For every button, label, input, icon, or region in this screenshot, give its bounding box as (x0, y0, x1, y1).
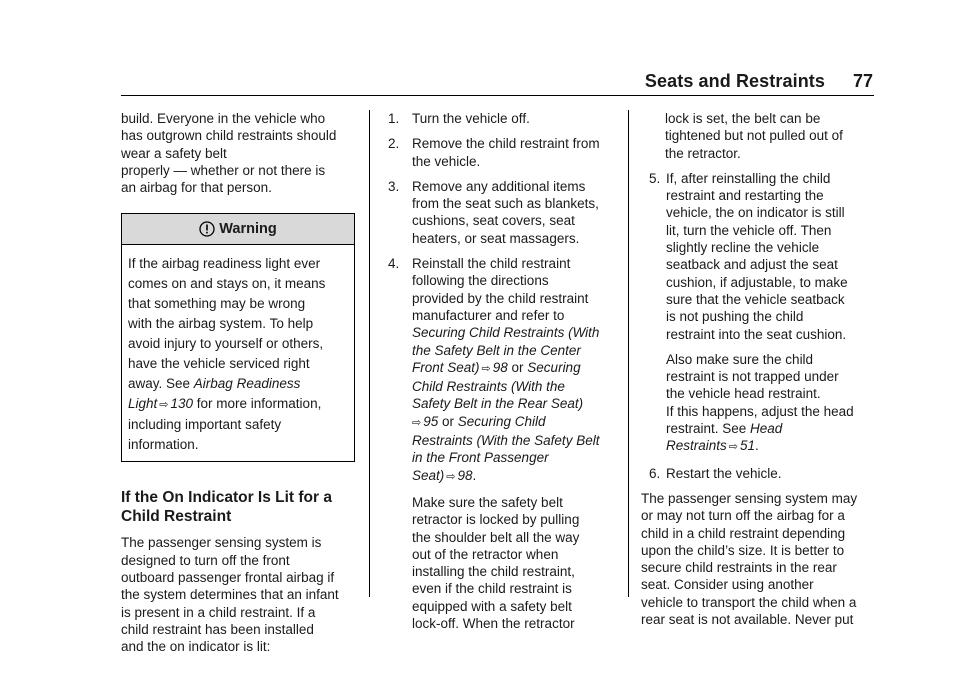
step-text: Restart the vehicle. (666, 465, 782, 481)
warning-box (121, 213, 355, 462)
xref-arrow-icon: ⇨ (412, 416, 422, 429)
cross-reference-link[interactable]: Securing Child (457, 413, 546, 429)
text-line: avoid injury to yourself or others, (128, 336, 324, 352)
text-line: including important safety (128, 417, 282, 433)
body-paragraph (121, 534, 357, 655)
text-line: vehicle, the on indicator is still (666, 205, 845, 221)
step-3 (388, 178, 618, 247)
text-line (412, 467, 599, 486)
text-line: or may not turn off the airbag for a (641, 508, 845, 524)
column-divider (628, 110, 629, 597)
text-line: tightened but not pulled out of (665, 128, 843, 144)
cross-reference-link[interactable]: Front Seat) (412, 359, 480, 375)
text-line: manufacturer and refer to (412, 307, 565, 323)
text-line: heaters, or seat massagers. (412, 230, 580, 246)
text-line (666, 420, 854, 437)
column-3 (641, 110, 877, 628)
text-line: following the directions (412, 273, 549, 289)
warning-icon (199, 221, 215, 237)
cross-reference-link[interactable]: Light (128, 396, 158, 412)
xref-arrow-icon: ⇨ (481, 362, 491, 375)
step-text: Turn the vehicle off. (412, 111, 530, 126)
section-heading (121, 488, 357, 526)
text-line: the shoulder belt all the way (412, 529, 580, 545)
step-text (412, 135, 600, 170)
text-line: Make sure the safety belt (412, 494, 563, 510)
text-line: seat. Consider using another (641, 577, 814, 593)
text-line: and the on indicator is lit: (121, 639, 271, 655)
text-line: outboard passenger frontal airbag if (121, 570, 335, 586)
text-line: seatback and adjust the seat (666, 257, 838, 273)
text-line: the vehicle head restraint. (666, 386, 821, 402)
text-line: lit, turn the vehicle off. Then (666, 222, 832, 238)
heading-line: Child Restraint (121, 508, 232, 526)
page-reference[interactable]: 98 (457, 467, 473, 483)
cross-reference-link[interactable]: Securing (527, 359, 581, 375)
text-fragment: away. See (128, 376, 194, 392)
cross-reference-link[interactable]: in the Front Passenger (412, 450, 549, 466)
text-line: even if the child restraint is (412, 581, 572, 597)
text-line: comes on and stays on, it means (128, 276, 326, 292)
continued-paragraph (641, 110, 877, 162)
text-line: equipped with a safety belt (412, 598, 572, 614)
text-line: provided by the child restraint (412, 290, 589, 306)
text-line: cushions, seat covers, seat (412, 213, 575, 229)
text-line: is not pushing the child (666, 309, 804, 325)
cross-reference-link[interactable]: Securing Child Restraints (With (412, 325, 600, 341)
step-2 (388, 135, 618, 170)
page-reference[interactable]: 98 (492, 359, 508, 375)
page-reference[interactable]: 51 (740, 438, 756, 454)
text-line: sure that the vehicle seatback (666, 291, 845, 307)
step-number: 6. (649, 465, 661, 481)
step-number: 1. (388, 111, 400, 126)
xref-arrow-icon: ⇨ (159, 399, 169, 412)
text-line (412, 359, 599, 378)
text-line: slightly recline the vehicle (666, 240, 820, 256)
text-line: the vehicle. (412, 153, 481, 169)
step-6 (641, 465, 877, 482)
section-title: Seats and Restraints (644, 71, 825, 91)
text-line: lock-off. When the retractor (412, 616, 575, 632)
cross-reference-link[interactable]: Head (750, 421, 783, 437)
text-line: build. Everyone in the vehicle who (121, 111, 326, 126)
text-line (412, 449, 599, 466)
text-line: child restraint has been installed (121, 621, 314, 637)
text-line: vehicle to transport the child when a (641, 594, 857, 610)
text-fragment: . (472, 467, 477, 483)
text-line: the system determines that an infant (121, 587, 339, 603)
column-1 (121, 110, 357, 656)
text-line: the retractor. (665, 145, 741, 161)
text-fragment: for more information, (193, 396, 322, 412)
text-line: Remove any additional items (412, 178, 586, 194)
page-reference[interactable]: 95 (423, 413, 439, 429)
text-line: have the vehicle serviced right (128, 356, 310, 372)
text-line: an airbag for that person. (121, 180, 272, 196)
text-line: properly — whether or not there is (121, 162, 326, 178)
text-line: that something may be wrong (128, 296, 306, 312)
xref-arrow-icon: ⇨ (728, 441, 738, 454)
text-line: lock is set, the belt can be (665, 111, 821, 126)
cross-reference-link[interactable]: Seat) (412, 467, 445, 483)
text-line: designed to turn off the front (121, 552, 290, 568)
text-line (666, 437, 854, 456)
text-line: The passenger sensing system may (641, 490, 858, 506)
text-line: with the airbag system. To help (128, 316, 314, 332)
cross-reference-link[interactable]: the Safety Belt in the Center (412, 342, 581, 358)
step-number: 2. (388, 136, 400, 152)
text-line: upon the child’s size. It is better to (641, 542, 845, 558)
column-divider (369, 110, 370, 597)
text-line: wear a safety belt (121, 145, 227, 161)
text-line: Also make sure the child (666, 351, 814, 367)
text-line: Reinstall the child restraint (412, 256, 571, 272)
step-number: 3. (388, 178, 400, 194)
step-number: 5. (649, 170, 661, 186)
text-fragment: restraint. See (666, 421, 751, 437)
text-line: If the airbag readiness light ever (128, 256, 321, 272)
text-line: retractor is locked by pulling (412, 512, 580, 528)
text-line (412, 378, 599, 395)
text-line: information. (128, 437, 199, 453)
text-line: If this happens, adjust the head (666, 403, 854, 419)
text-line: restraint and restarting the (666, 188, 824, 204)
text-line: out of the retractor when (412, 546, 559, 562)
step-4 (388, 255, 618, 632)
text-line: restraint into the seat cushion. (666, 326, 847, 342)
text-line: If, after reinstalling the child (666, 170, 831, 186)
text-line (412, 432, 599, 449)
warning-header (122, 214, 354, 245)
cross-reference-link[interactable]: Restraints (With the Safety Belt (412, 433, 600, 449)
text-line (412, 324, 599, 341)
text-line: child in a child restraint depending (641, 525, 846, 541)
text-line (128, 394, 348, 415)
text-line (412, 413, 599, 432)
text-line: Remove the child restraint from (412, 136, 600, 152)
closing-paragraph (641, 490, 877, 628)
text-line: secure child restraints in the rear (641, 560, 837, 576)
text-line: restraint is not trapped under (666, 369, 839, 385)
text-line: rear seat is not available. Never put (641, 612, 854, 628)
text-line: has outgrown child restraints should (121, 128, 337, 144)
text-line (412, 395, 599, 412)
page-number: 77 (852, 71, 873, 91)
column-2 (388, 110, 618, 632)
page-reference[interactable]: 130 (170, 396, 194, 412)
step-1 (388, 110, 618, 127)
step-5 (641, 170, 877, 457)
text-line: cushion, if adjustable, to make (666, 274, 848, 290)
xref-arrow-icon: ⇨ (446, 470, 456, 483)
step-text (666, 170, 854, 457)
header-rule (121, 95, 874, 96)
warning-title: Warning (219, 220, 277, 237)
text-line: from the seat such as blankets, (412, 196, 599, 212)
text-line (128, 374, 348, 394)
heading-line: If the On Indicator Is Lit for a (121, 489, 332, 507)
text-line: is present in a child restraint. If a (121, 604, 316, 620)
text-line: The passenger sensing system is (121, 535, 322, 551)
cross-reference-link[interactable]: Safety Belt in the Rear Seat) (412, 396, 584, 412)
text-line: installing the child restraint, (412, 564, 575, 580)
cross-reference-link[interactable]: Airbag Readiness (193, 376, 301, 392)
cross-reference-link[interactable]: Restraints (666, 438, 727, 454)
step-text (412, 255, 599, 632)
step-number: 4. (388, 256, 400, 272)
text-fragment: . (755, 438, 759, 454)
text-line (412, 342, 599, 359)
intro-paragraph (121, 110, 357, 196)
step-text (412, 178, 599, 247)
cross-reference-link[interactable]: Child Restraints (With the (412, 379, 565, 395)
warning-body (122, 245, 354, 461)
text-fragment: or (507, 359, 528, 375)
text-fragment: or (438, 413, 458, 429)
